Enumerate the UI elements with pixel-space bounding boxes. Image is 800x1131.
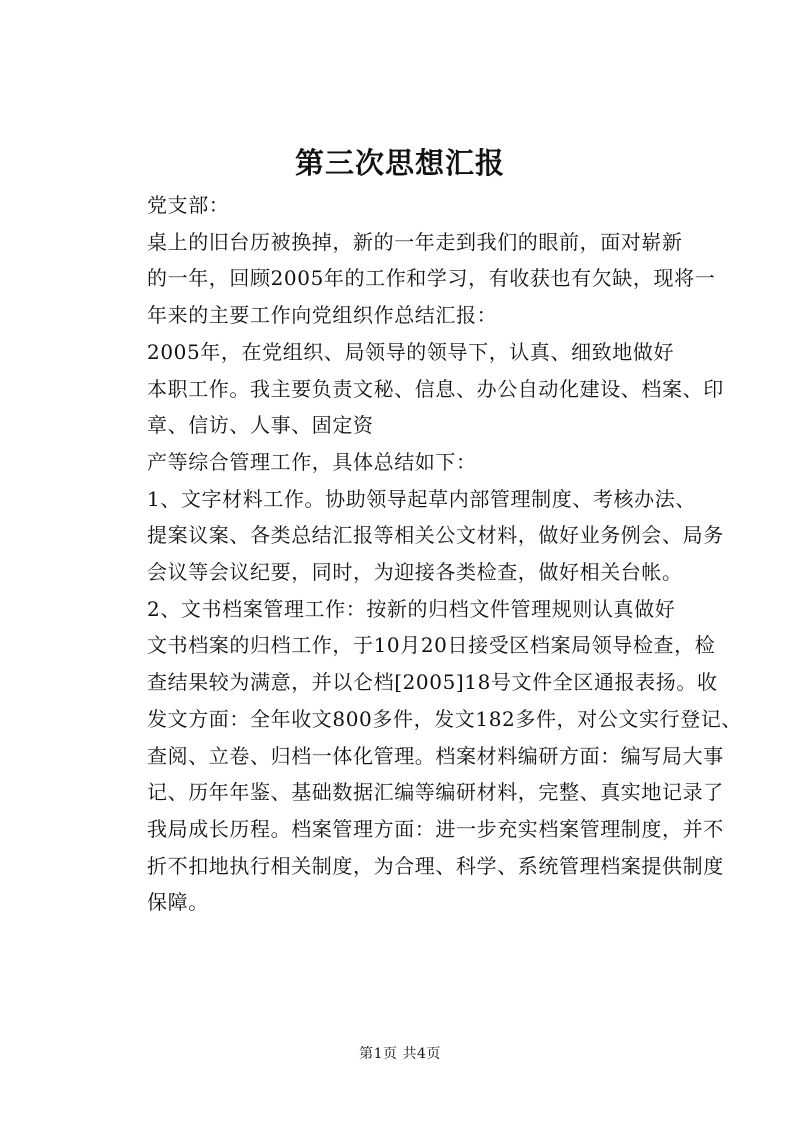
paragraph-line: 发文方面：全年收文800多件，发文182多件，对公文实行登记、	[147, 706, 742, 731]
paragraph-line: 章、信访、人事、固定资	[147, 413, 374, 438]
paragraph-written-materials	[107, 481, 724, 591]
paragraph-archive-management	[107, 591, 742, 921]
salutation: 党支部：	[147, 193, 230, 217]
paragraph-line: 产等综合管理工作，具体总结如下：	[147, 449, 477, 474]
paragraph-line: 文书档案的归档工作，于10月20日接受区档案局领导检查，检	[147, 633, 716, 658]
paragraph-line: 查结果较为满意，并以仑档[2005]18号文件全区通报表扬。收	[147, 670, 718, 695]
paragraph-line: 1、文字材料工作。协助领导起草内部管理制度、考核办法、	[147, 486, 696, 511]
paragraph-line: 会议等会议纪要，同时，为迎接各类检查，做好相关台帐。	[147, 560, 683, 585]
document-body	[107, 187, 742, 921]
paragraph-line: 的一年，回顾2005年的工作和学习，有收获也有欠缺，现将一	[147, 266, 716, 291]
paragraph-line: 提案议案、各类总结汇报等相关公文材料，做好业务例会、局务	[147, 523, 724, 548]
paragraph-job-duties	[107, 334, 724, 444]
paragraph-line: 保障。	[147, 890, 209, 915]
paragraph-line: 2005年，在党组织、局领导的领导下，认真、细致地做好	[147, 339, 675, 364]
paragraph-new-year-summary	[107, 224, 716, 334]
paragraph-line: 年来的主要工作向党组织作总结汇报：	[147, 303, 498, 328]
page-footer: 第1页 共4页	[359, 1046, 441, 1062]
paragraph-line: 我局成长历程。档案管理方面：进一步充实档案管理制度，并不	[147, 816, 724, 841]
paragraph-line: 桌上的旧台历被换掉，新的一年走到我们的眼前，面对崭新	[147, 229, 683, 254]
paragraph-line: 记、历年年鉴、基础数据汇编等编研材料，完整、真实地记录了	[147, 780, 724, 805]
paragraph-line: 查阅、立卷、归档一体化管理。档案材料编研方面：编写局大事	[147, 743, 724, 768]
document-title: 第三次思想汇报	[294, 146, 505, 180]
paragraph-summary-intro	[107, 444, 712, 481]
paragraph-line: 2、文书档案管理工作：按新的归档文件管理规则认真做好	[147, 596, 676, 621]
paragraph-line: 本职工作。我主要负责文秘、信息、办公自动化建设、档案、印	[147, 376, 724, 401]
paragraph-line: 折不扣地执行相关制度，为合理、科学、系统管理档案提供制度	[147, 853, 724, 878]
